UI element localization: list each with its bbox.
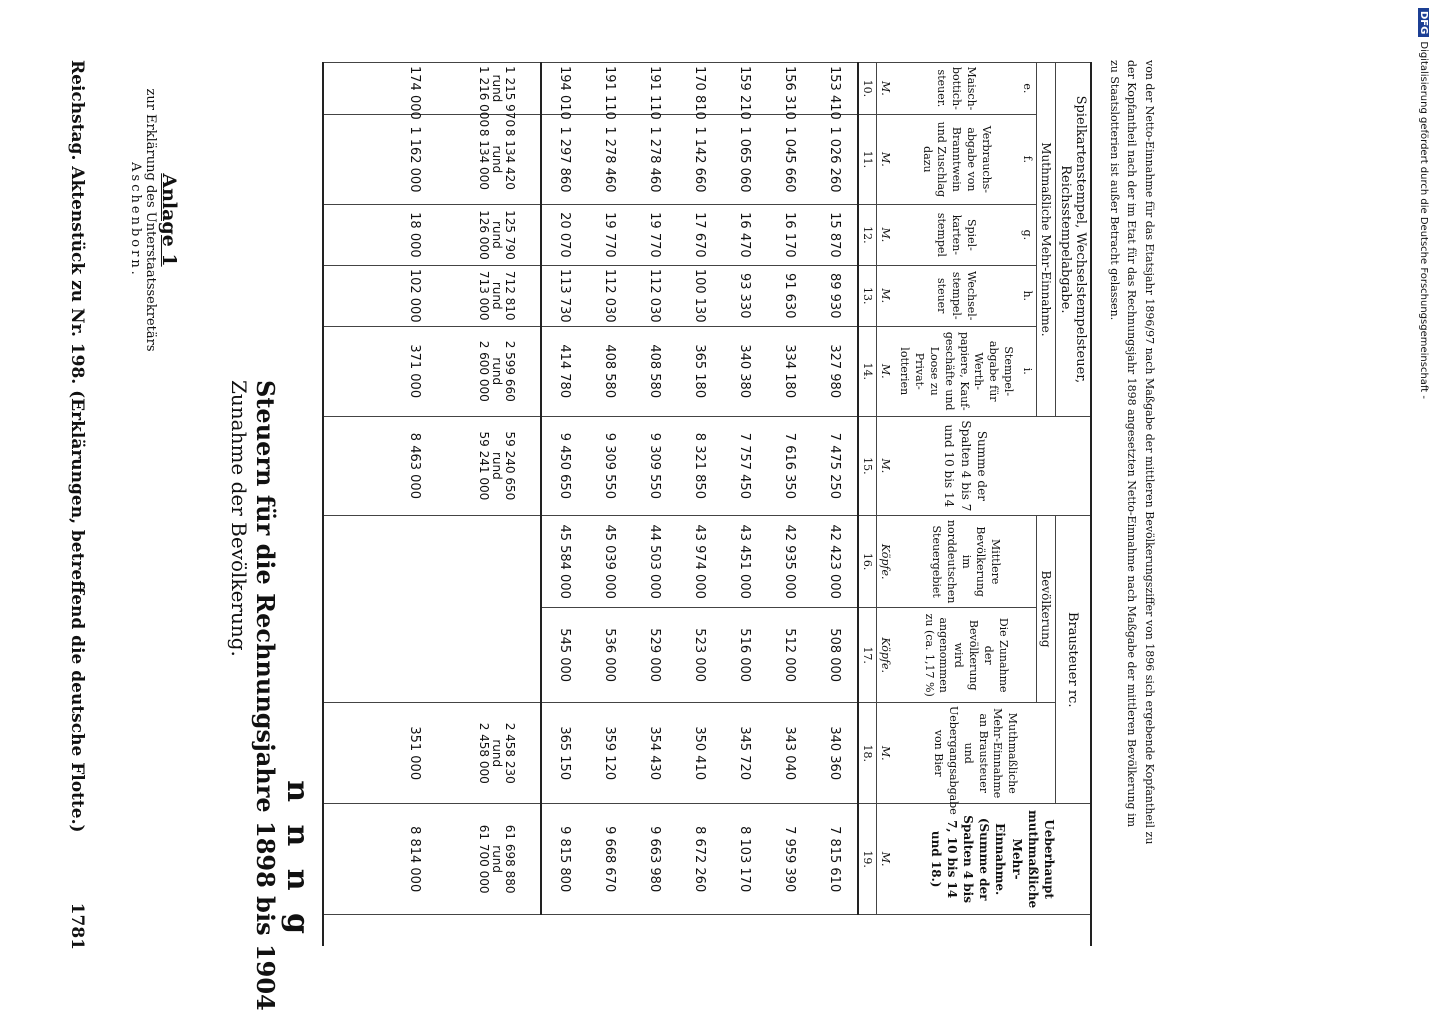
total-cell xyxy=(452,416,541,515)
table-cell: 191 110 xyxy=(587,63,632,115)
total-line: 59 240 650 xyxy=(502,431,517,501)
header-f-letter: f. xyxy=(1017,114,1036,204)
column-number: 19. xyxy=(858,804,877,914)
total-cell xyxy=(452,703,541,804)
total-line: 61 700 000 xyxy=(476,824,491,894)
table-cell: 45 584 000 xyxy=(541,515,587,607)
table-cell: 9 450 650 xyxy=(541,416,587,515)
table-cell: 8 672 260 xyxy=(677,804,722,914)
table-cell: 334 180 xyxy=(767,326,812,416)
table-cell: 343 040 xyxy=(767,703,812,804)
column-number: 16. xyxy=(858,515,877,607)
column-number: 15. xyxy=(858,416,877,515)
total-line: 125 790 xyxy=(502,210,517,260)
total-line: rund xyxy=(489,845,504,874)
average-cell: 18 000 xyxy=(376,204,452,265)
footnote-line-2: der Kopfantheil nach der im Etat für das Rechnungsjahr 1898 angesetzten Netto-Einnahme nach Maßgabe der mittleren Bevölkerung im xyxy=(1125,60,1139,828)
table-cell: 354 430 xyxy=(632,703,677,804)
annex-line1-rot: zur Erklärung des Unterstaatssekretärs xyxy=(143,88,158,352)
table-cell: 45 039 000 xyxy=(587,515,632,607)
section-bevoelkerung: Bevölkerung xyxy=(1037,515,1056,702)
table-row xyxy=(767,63,812,947)
table-cell: 9 663 980 xyxy=(632,804,677,914)
total-line: rund xyxy=(489,145,504,174)
table-cell: 19 770 xyxy=(587,204,632,265)
total-line: 8 134 420 xyxy=(502,128,517,190)
total-line: 126 000 xyxy=(476,210,491,260)
total-line: 1 215 970 xyxy=(502,66,517,128)
section-brausteuer: Brausteuer rc. xyxy=(1056,515,1092,803)
total-cell xyxy=(452,114,541,204)
table-cell: 516 000 xyxy=(722,608,767,703)
header-c16: Mittlere Bevölkerung im norddeutschen Steuergebiet xyxy=(894,515,1036,607)
table-row xyxy=(587,63,632,947)
average-cell xyxy=(376,515,452,607)
total-line: rund xyxy=(489,357,504,386)
total-cell xyxy=(452,608,541,703)
table-cell: 43 974 000 xyxy=(677,515,722,607)
table-cell: 508 000 xyxy=(812,608,858,703)
running-header-rot: Reichstag. Aktenstück zu Nr. 198. (Erklärungen, betreffend die deutsche Flotte.) xyxy=(67,60,87,833)
page-title-rot: Steuern für die Rechnungsjahre 1898 bis 1904 xyxy=(251,380,280,1011)
table-cell: 16 470 xyxy=(722,204,767,265)
total-line: rund xyxy=(489,74,504,103)
table-cell: 8 321 850 xyxy=(677,416,722,515)
header-c17: Die Zunahme der Bevölkerung wird angenommen zu (ca. 1,17 %) xyxy=(894,608,1036,703)
table-cell: 19 770 xyxy=(632,204,677,265)
table-cell: 7 757 450 xyxy=(722,416,767,515)
table-cell: 16 170 xyxy=(767,204,812,265)
unit-cell: M. xyxy=(877,204,895,265)
total-line: 1 216 000 xyxy=(476,66,491,128)
table-cell: 91 630 xyxy=(767,265,812,326)
table-cell: 44 503 000 xyxy=(632,515,677,607)
column-number-row xyxy=(858,63,877,947)
column-number: 12. xyxy=(858,204,877,265)
table-cell: 512 000 xyxy=(767,608,812,703)
header-i-letter: i. xyxy=(1017,326,1036,416)
table-cell: 7 616 350 xyxy=(767,416,812,515)
table-cell: 536 000 xyxy=(587,608,632,703)
table-cell: 9 668 670 xyxy=(587,804,632,914)
average-cell: 8 814 000 xyxy=(376,804,452,914)
totals-row xyxy=(452,63,541,947)
total-line: 8 134 000 xyxy=(476,128,491,190)
footnote-line-3: zu Staatslotterien ist außer Betracht gelassen. xyxy=(1107,60,1121,321)
average-row xyxy=(376,63,452,947)
annex-column xyxy=(100,70,180,370)
header-g-letter: g. xyxy=(1017,204,1036,265)
average-cell: 8 463 000 xyxy=(376,416,452,515)
table-cell: 191 110 xyxy=(632,63,677,115)
table-cell: 112 030 xyxy=(632,265,677,326)
table-cell: 159 210 xyxy=(722,63,767,115)
table-cell: 1 278 460 xyxy=(587,114,632,204)
table-cell: 20 070 xyxy=(541,204,587,265)
average-cell xyxy=(376,608,452,703)
unit-cell: M. xyxy=(877,265,895,326)
table-row xyxy=(722,63,767,947)
table-cell: 93 330 xyxy=(722,265,767,326)
total-cell xyxy=(452,265,541,326)
average-cell: 174 000 xyxy=(376,63,452,115)
table-body xyxy=(323,63,858,947)
table-cell: 100 130 xyxy=(677,265,722,326)
dfg-logo: DFG xyxy=(1419,8,1430,37)
table-cell: 414 780 xyxy=(541,326,587,416)
page-number-rot: 1781 xyxy=(67,902,87,950)
table-cell: 9 815 800 xyxy=(541,804,587,914)
tax-table-rot xyxy=(322,62,1092,946)
unit-cell: M. xyxy=(877,326,895,416)
header-f: Verbrauchs-abgabe von Branntwein und Zuschlag dazu xyxy=(894,114,1017,204)
header-e: Maisch-bottich-steuer. xyxy=(894,63,1017,115)
section-stempel: Spielkartenstempel, Wechselstempelsteuer, Reichsstempelabgabe. xyxy=(1056,63,1092,417)
table-cell: 365 180 xyxy=(677,326,722,416)
table-cell: 170 810 xyxy=(677,63,722,115)
title-column xyxy=(205,380,315,1011)
header-g: Spiel-karten-stempel xyxy=(894,204,1017,265)
table-cell: 345 720 xyxy=(722,703,767,804)
unit-cell: M. xyxy=(877,114,895,204)
table-cell: 112 030 xyxy=(587,265,632,326)
header-c18: Muthmaßliche Mehr-Einnahme an Brausteuer und Uebergangsabgabe von Bier xyxy=(894,703,1055,804)
spacer-row xyxy=(323,63,376,947)
table-cell: 350 410 xyxy=(677,703,722,804)
table-cell: 1 065 060 xyxy=(722,114,767,204)
title-fragment-rot: n n n g xyxy=(280,780,315,940)
table-cell: 194 010 xyxy=(541,63,587,115)
table-cell: 408 580 xyxy=(632,326,677,416)
table-cell: 1 278 460 xyxy=(632,114,677,204)
table-cell: 7 815 610 xyxy=(812,804,858,914)
footnote-column xyxy=(1108,60,1158,950)
total-cell xyxy=(452,515,541,607)
unit-cell: M. xyxy=(877,703,895,804)
table-row xyxy=(632,63,677,947)
column-number: 10. xyxy=(858,63,877,115)
total-line: rund xyxy=(489,281,504,310)
total-cell xyxy=(452,204,541,265)
column-number: 14. xyxy=(858,326,877,416)
table-cell: 113 730 xyxy=(541,265,587,326)
table-cell: 1 142 660 xyxy=(677,114,722,204)
header-i: Stempel-abgabe für Werth-papiere, Kauf-geschäfte und Loose zu Privat-lotterien xyxy=(894,326,1017,416)
total-line: rund xyxy=(489,452,504,480)
page-subtitle-rot: Zunahme der Bevölkerung. xyxy=(227,380,251,657)
table-cell: 1 297 860 xyxy=(541,114,587,204)
unit-cell: M. xyxy=(877,63,895,115)
dfg-text: Digitalisierung gefördert durch die Deutsche Forschungsgemeinschaft - xyxy=(1418,41,1430,399)
dfg-sidebar xyxy=(1414,8,1434,398)
average-cell: 1 162 000 xyxy=(376,114,452,204)
unit-cell: M. xyxy=(877,804,895,914)
total-cell xyxy=(452,63,541,128)
average-cell: 371 000 xyxy=(376,326,452,416)
table-cell: 359 120 xyxy=(587,703,632,804)
total-line: 61 698 880 xyxy=(502,824,517,894)
table-cell: 156 310 xyxy=(767,63,812,115)
unit-cell: Köpfe. xyxy=(877,608,895,703)
table-cell: 153 410 xyxy=(812,63,858,115)
table-cell: 1 026 260 xyxy=(812,114,858,204)
table-cell: 17 670 xyxy=(677,204,722,265)
table-cell: 1 045 660 xyxy=(767,114,812,204)
column-number: 17. xyxy=(858,608,877,703)
table-cell: 365 150 xyxy=(541,703,587,804)
total-line: rund xyxy=(489,221,504,249)
table-cell: 7 959 390 xyxy=(767,804,812,914)
footnote-line-1: von der Netto-Einnahme für das Etatsjahr 1896/97 nach Maßgabe der mittleren Bevölkerungsziffer von 1896 sich ergebende Kopfantheil zu xyxy=(1143,60,1156,845)
table-cell: 42 423 000 xyxy=(812,515,858,607)
table-cell: 8 103 170 xyxy=(722,804,767,914)
header-column xyxy=(57,60,87,950)
total-line: 712 810 xyxy=(502,270,517,321)
header-h-letter: h. xyxy=(1017,265,1036,326)
table-cell: 523 000 xyxy=(677,608,722,703)
table-cell: 15 870 xyxy=(812,204,858,265)
table-cell: 529 000 xyxy=(632,608,677,703)
table-cell: 408 580 xyxy=(587,326,632,416)
total-line: 2 600 000 xyxy=(476,340,491,402)
average-cell: 102 000 xyxy=(376,265,452,326)
table-cell: 89 930 xyxy=(812,265,858,326)
total-line: 2 599 660 xyxy=(502,340,517,402)
average-cell: 351 000 xyxy=(376,703,452,804)
table-cell: 7 475 250 xyxy=(812,416,858,515)
header-h: Wechsel-stempel-steuer xyxy=(894,265,1017,326)
header-e-letter: e. xyxy=(1017,63,1036,115)
table-cell: 327 980 xyxy=(812,326,858,416)
header-summe-top xyxy=(1037,416,1092,515)
header-s15: Summe der Spalten 4 bis 7 und 10 bis 14 xyxy=(894,416,1036,515)
annex-line2-rot: Aschenborn. xyxy=(128,162,143,278)
table-cell: 43 451 000 xyxy=(722,515,767,607)
unit-cell: M. xyxy=(877,416,895,515)
total-cell xyxy=(452,326,541,416)
table-cell: 340 360 xyxy=(812,703,858,804)
table-row xyxy=(541,63,587,947)
table-row xyxy=(677,63,722,947)
column-number: 13. xyxy=(858,265,877,326)
total-line: 713 000 xyxy=(476,270,491,321)
table-cell: 340 380 xyxy=(722,326,767,416)
table-cell: 545 000 xyxy=(541,608,587,703)
unit-row xyxy=(877,63,895,947)
table-cell: 9 309 550 xyxy=(632,416,677,515)
column-number: 11. xyxy=(858,114,877,204)
table-cell: 9 309 550 xyxy=(587,416,632,515)
table-cell: 42 935 000 xyxy=(767,515,812,607)
table-frame xyxy=(322,62,1092,946)
total-line: rund xyxy=(489,739,504,768)
total-line: 2 458 000 xyxy=(476,722,491,784)
column-number: 18. xyxy=(858,703,877,804)
unit-cell: Köpfe. xyxy=(877,515,895,607)
total-line: 59 241 000 xyxy=(476,431,491,501)
total-cell xyxy=(452,804,541,914)
annex-label-rot: Anlage 1 xyxy=(158,173,180,267)
table-row xyxy=(812,63,858,947)
header-c19: Ueberhaupt muthmaßliche Mehr-Einnahme. (Summe der Spalten 4 bis 7, 10 bis 14 und 18.) xyxy=(894,804,1091,914)
section-mehr-einnahme: Muthmaßliche Mehr-Einnahme. xyxy=(1037,63,1056,417)
total-line: 2 458 230 xyxy=(502,722,517,784)
